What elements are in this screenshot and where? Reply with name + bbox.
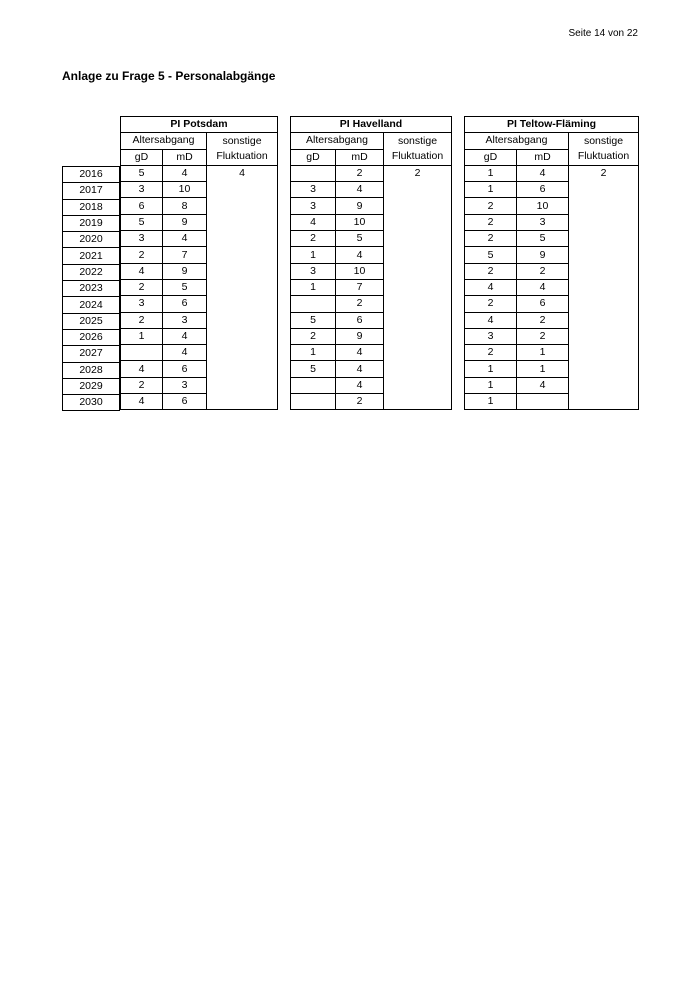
fluktuation-cell [569,231,639,247]
table-row [291,231,452,247]
gd-cell: 4 [465,279,517,295]
table-row [121,312,278,328]
year-row [63,378,120,394]
md-cell: 4 [517,377,569,393]
md-header: mD [336,149,384,165]
md-cell: 9 [163,214,207,230]
year-cell: 2025 [63,313,120,329]
altersabgang-header: Altersabgang [291,133,384,149]
gd-cell: 3 [291,198,336,214]
gd-cell [121,345,163,361]
header-row [291,133,452,149]
table-row [121,198,278,214]
altersabgang-header: Altersabgang [121,133,207,149]
fluktuation-cell [207,279,278,295]
district-name: PI Teltow-Fläming [465,117,639,133]
table-row [465,377,639,393]
table-row [121,214,278,230]
table-row [291,328,452,344]
fluktuation-cell [207,182,278,198]
fluktuation-cell [384,182,452,198]
sonstige-header: sonstige [569,133,639,149]
fluktuation-header: Fluktuation [384,149,452,165]
gd-cell: 4 [121,263,163,279]
fluktuation-cell [207,296,278,312]
gd-header: gD [465,149,517,165]
header-row [121,149,278,165]
table-row [121,377,278,393]
gd-cell: 2 [291,231,336,247]
fluktuation-cell [207,345,278,361]
gd-cell [291,394,336,410]
md-cell: 10 [163,182,207,198]
md-cell: 4 [336,182,384,198]
year-row [63,183,120,199]
table-row [465,328,639,344]
gd-header: gD [121,149,163,165]
fluktuation-cell [207,214,278,230]
year-cell: 2029 [63,378,120,394]
fluktuation-header: Fluktuation [207,149,278,165]
table-row [121,231,278,247]
md-cell: 4 [336,377,384,393]
year-row [63,215,120,231]
year-cell: 2023 [63,281,120,297]
md-cell: 1 [517,361,569,377]
gd-header: gD [291,149,336,165]
md-cell: 4 [163,165,207,181]
gd-cell: 3 [121,296,163,312]
gd-cell: 1 [291,247,336,263]
year-row [63,395,120,411]
fluktuation-cell [569,377,639,393]
fluktuation-cell [569,198,639,214]
year-column [62,166,120,411]
header-row [465,149,639,165]
fluktuation-cell [569,394,639,410]
district-name: PI Potsdam [121,117,278,133]
header-row [121,133,278,149]
year-row [63,232,120,248]
table-row [291,345,452,361]
fluktuation-cell [569,312,639,328]
gd-cell: 1 [465,394,517,410]
md-cell: 3 [517,214,569,230]
gd-cell: 1 [465,165,517,181]
md-cell: 4 [163,328,207,344]
md-cell: 4 [336,247,384,263]
fluktuation-cell [207,231,278,247]
header-row [465,133,639,149]
fluktuation-cell [207,247,278,263]
md-cell: 2 [517,263,569,279]
header-row [291,149,452,165]
md-cell: 4 [163,345,207,361]
gd-cell: 1 [291,345,336,361]
year-row [63,313,120,329]
md-cell: 9 [336,198,384,214]
fluktuation-cell [384,312,452,328]
md-cell: 6 [163,361,207,377]
table-row [291,279,452,295]
md-cell: 6 [163,296,207,312]
fluktuation-cell [569,279,639,295]
md-cell: 2 [336,296,384,312]
table-row [291,214,452,230]
gd-cell: 3 [465,328,517,344]
table-row [121,182,278,198]
header-row [465,117,639,133]
table-row [291,247,452,263]
fluktuation-cell [384,361,452,377]
fluktuation-cell: 4 [207,165,278,181]
gd-cell: 2 [291,328,336,344]
gd-cell: 1 [121,328,163,344]
header-row [121,117,278,133]
md-cell: 7 [163,247,207,263]
table-row [291,182,452,198]
year-row [63,329,120,345]
year-cell: 2016 [63,167,120,183]
gd-cell: 2 [121,312,163,328]
table-row [465,279,639,295]
fluktuation-cell [384,263,452,279]
gd-cell: 2 [121,377,163,393]
fluktuation-cell [569,247,639,263]
year-row [63,281,120,297]
gd-cell: 5 [121,165,163,181]
md-cell: 10 [517,198,569,214]
year-row [63,297,120,313]
year-cell: 2021 [63,248,120,264]
table-row [465,312,639,328]
year-cell: 2027 [63,346,120,362]
md-cell: 2 [336,394,384,410]
md-cell: 4 [163,231,207,247]
md-header: mD [163,149,207,165]
md-cell: 5 [163,279,207,295]
year-row [63,362,120,378]
year-cell: 2020 [63,232,120,248]
gd-cell: 3 [291,263,336,279]
fluktuation-cell [207,394,278,410]
gd-cell [291,377,336,393]
year-cell: 2026 [63,329,120,345]
md-cell: 2 [517,312,569,328]
md-header: mD [517,149,569,165]
fluktuation-cell [207,361,278,377]
fluktuation-cell [569,263,639,279]
gd-cell: 1 [291,279,336,295]
table-row [291,296,452,312]
table-row [465,231,639,247]
gd-cell: 2 [465,231,517,247]
table-row [291,165,452,181]
gd-cell: 2 [121,279,163,295]
md-cell: 9 [163,263,207,279]
table-row [121,345,278,361]
gd-cell: 5 [291,361,336,377]
table-row [465,361,639,377]
gd-cell: 2 [121,247,163,263]
fluktuation-cell [384,198,452,214]
md-cell: 4 [336,361,384,377]
fluktuation-cell: 2 [384,165,452,181]
year-row [63,199,120,215]
md-cell: 5 [336,231,384,247]
fluktuation-cell [569,182,639,198]
md-cell: 3 [163,377,207,393]
md-cell: 3 [163,312,207,328]
gd-cell: 4 [121,394,163,410]
sonstige-header: sonstige [384,133,452,149]
gd-cell: 2 [465,345,517,361]
fluktuation-cell [207,377,278,393]
gd-cell: 2 [465,296,517,312]
gd-cell: 1 [465,377,517,393]
fluktuation-cell [384,394,452,410]
table-row [121,247,278,263]
gd-cell: 5 [291,312,336,328]
year-row [63,167,120,183]
year-row [63,346,120,362]
fluktuation-cell: 2 [569,165,639,181]
md-cell: 10 [336,214,384,230]
gd-cell: 1 [465,361,517,377]
gd-cell [291,296,336,312]
fluktuation-cell [384,328,452,344]
table-row [291,263,452,279]
table-row [291,361,452,377]
fluktuation-cell [207,198,278,214]
fluktuation-cell [384,247,452,263]
table-pi-potsdam [120,116,278,410]
fluktuation-cell [384,214,452,230]
year-cell: 2024 [63,297,120,313]
gd-cell: 1 [465,182,517,198]
table-row [465,394,639,410]
md-cell: 7 [336,279,384,295]
year-cell: 2030 [63,395,120,411]
year-cell: 2019 [63,215,120,231]
table-row [121,165,278,181]
district-name: PI Havelland [291,117,452,133]
md-cell: 10 [336,263,384,279]
fluktuation-header: Fluktuation [569,149,639,165]
table-pi-teltow-flaeming [464,116,639,410]
md-cell: 6 [517,296,569,312]
year-cell: 2028 [63,362,120,378]
table-row [121,361,278,377]
table-row [465,296,639,312]
fluktuation-cell [569,345,639,361]
fluktuation-cell [207,263,278,279]
year-cell: 2018 [63,199,120,215]
table-row [291,377,452,393]
table-row [465,214,639,230]
gd-cell: 3 [121,231,163,247]
fluktuation-cell [569,361,639,377]
md-cell: 4 [517,279,569,295]
sonstige-header: sonstige [207,133,278,149]
page-title: Anlage zu Frage 5 - Personalabgänge [62,69,276,83]
year-cell: 2017 [63,183,120,199]
gd-cell: 2 [465,198,517,214]
table-row [465,345,639,361]
table-pi-havelland [290,116,452,410]
altersabgang-header: Altersabgang [465,133,569,149]
fluktuation-cell [384,296,452,312]
gd-cell: 3 [121,182,163,198]
gd-cell: 6 [121,198,163,214]
fluktuation-cell [384,279,452,295]
fluktuation-cell [384,377,452,393]
md-cell: 8 [163,198,207,214]
fluktuation-cell [207,328,278,344]
table-row [291,394,452,410]
table-row [121,296,278,312]
md-cell: 1 [517,345,569,361]
page-number: Seite 14 von 22 [568,28,638,39]
gd-cell: 5 [121,214,163,230]
table-row [465,182,639,198]
table-row [465,247,639,263]
gd-cell: 4 [121,361,163,377]
md-cell: 2 [336,165,384,181]
table-row [121,263,278,279]
fluktuation-cell [384,345,452,361]
md-cell: 6 [517,182,569,198]
md-cell: 6 [163,394,207,410]
gd-cell: 5 [465,247,517,263]
header-row [291,117,452,133]
gd-cell: 2 [465,214,517,230]
fluktuation-cell [569,214,639,230]
md-cell: 5 [517,231,569,247]
md-cell: 2 [517,328,569,344]
gd-cell [291,165,336,181]
fluktuation-cell [569,328,639,344]
gd-cell: 3 [291,182,336,198]
year-row [63,264,120,280]
table-row [465,198,639,214]
gd-cell: 2 [465,263,517,279]
fluktuation-cell [384,231,452,247]
table-row [465,165,639,181]
md-cell: 4 [517,165,569,181]
table-row [291,198,452,214]
md-cell: 6 [336,312,384,328]
fluktuation-cell [207,312,278,328]
year-row [63,248,120,264]
table-row [121,394,278,410]
table-row [121,328,278,344]
md-cell: 9 [517,247,569,263]
table-row [465,263,639,279]
fluktuation-cell [569,296,639,312]
gd-cell: 4 [291,214,336,230]
table-row [291,312,452,328]
md-cell: 4 [336,345,384,361]
year-cell: 2022 [63,264,120,280]
table-row [121,279,278,295]
md-cell: 9 [336,328,384,344]
md-cell [517,394,569,410]
gd-cell: 4 [465,312,517,328]
